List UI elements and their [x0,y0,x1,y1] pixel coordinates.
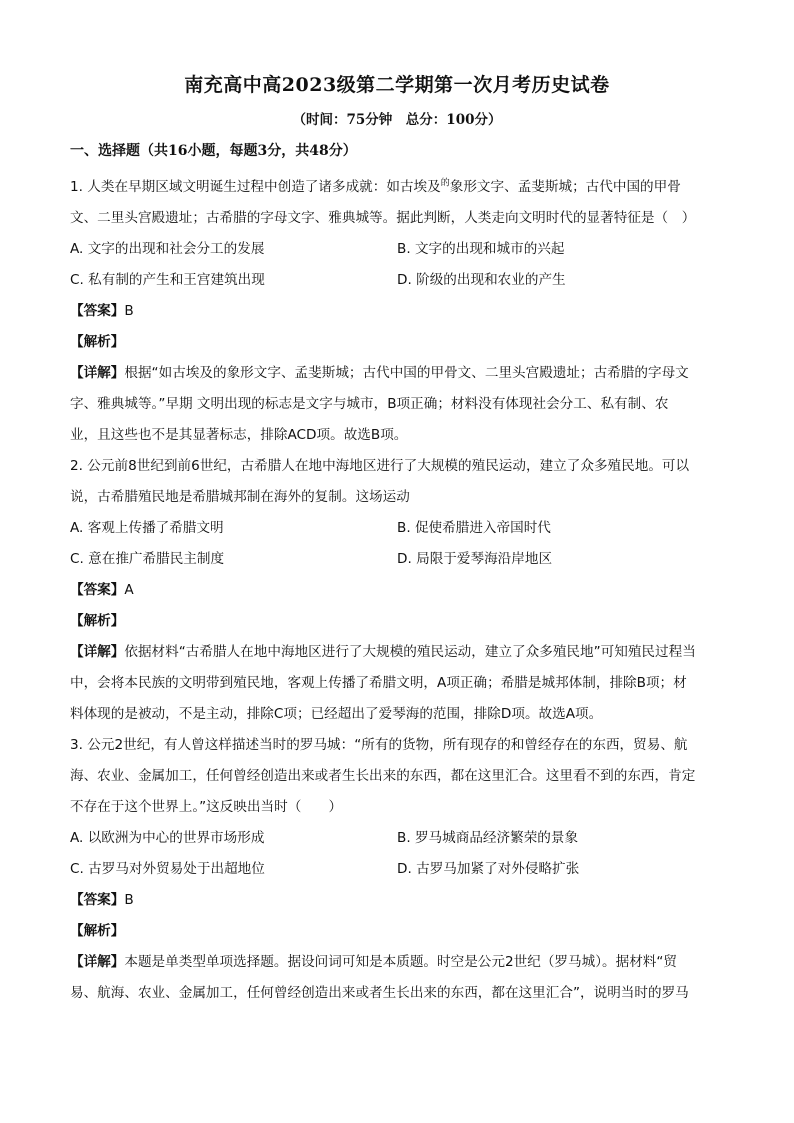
q2-detail-2: 中，会将本民族的文明带到殖民地，客观上传播了希腊文明，A项正确；希腊是城邦体制，排除B项；材 [70,675,687,691]
q3-detail-1 [70,947,726,978]
q2-option-c: C. 意在推广希腊民主制度 [70,551,225,567]
q3-analysis-label: 【解析】 [70,923,125,939]
q2-analysis-label: 【解析】 [70,613,125,629]
q1-option-b: B. 文字的出现和城市的兴起 [397,241,565,257]
q2-answer [70,575,726,606]
q3-answer-label: 【答案】 [70,892,125,908]
q1-option-c: C. 私有制的产生和王宫建筑出现 [70,272,265,288]
q3-line-1: 3. 公元2世纪，有人曾这样描述当时的罗马城：“所有的货物，所有现存的和曾经存在的东西，贸易、航 [70,737,688,753]
q3-options-row-2 [70,854,726,885]
q3-detail-label: 【详解】 [70,954,125,970]
q1-detail-3: 业，且这些也不是其显著标志，排除ACD项。故选B项。 [70,427,408,443]
q3-line-3: 不存在于这个世界上。”这反映出当时（ ） [70,799,343,815]
q1-options-row-1 [70,234,726,265]
q1-detail-1 [70,358,726,389]
q2-answer-label: 【答案】 [70,582,125,598]
q2-options-row-2 [70,544,726,575]
q3-line-2: 海、农业、金属加工，任何曾经创造出来或者生长出来的东西，都在这里汇合。这里看不到的东西，肯定 [70,768,696,784]
q1-options-row-2 [70,265,726,296]
q2-option-b: B. 促使希腊进入帝国时代 [397,520,551,536]
q2-detail-text-1: 依据材料“古希腊人在地中海地区进行了大规模的殖民运动，建立了众多殖民地”可知殖民过程当 [124,644,696,660]
q3-option-d: D. 古罗马加紧了对外侵略扩张 [397,861,580,877]
q1-sup-char: 的 [440,178,450,189]
q1-text-a: 1. 人类在早期区域文明诞生过程中创造了诸多成就：如古埃及 [70,179,441,195]
exam-info: （时间：75分钟 总分：100分） [292,112,502,128]
q1-option-d: D. 阶级的出现和农业的产生 [397,272,566,288]
q2-line-1: 2. 公元前8世纪到前6世纪，古希腊人在地中海地区进行了大规模的殖民运动，建立了众多殖民地。可以 [70,458,690,474]
q2-option-d: D. 局限于爱琴海沿岸地区 [397,551,553,567]
q2-option-a: A. 客观上传播了希腊文明 [70,520,224,536]
q3-detail-2: 易、航海、农业、金属加工，任何曾经创造出来或者生长出来的东西，都在这里汇合”，说明当时的罗马 [70,985,689,1001]
q3-option-b: B. 罗马城商品经济繁荣的景象 [397,830,579,846]
q1-answer [70,296,726,327]
section-heading: 一、选择题（共16小题，每题3分，共48分） [70,143,357,159]
q3-option-a: A. 以欧洲为中心的世界市场形成 [70,830,265,846]
q1-line-1 [70,172,726,203]
q3-answer [70,885,726,916]
q1-option-a: A. 文字的出现和社会分工的发展 [70,241,265,257]
q1-analysis-label: 【解析】 [70,334,125,350]
q1-detail-2: 字、雅典城等。”早期 文明出现的标志是文字与城市，B项正确；材料没有体现社会分工、私有制、农 [70,396,669,412]
q1-detail-text-1: 根据“如古埃及的象形文字、孟斐斯城；古代中国的甲骨文、二里头宫殿遗址；古希腊的字母文 [124,365,689,381]
q1-answer-label: 【答案】 [70,303,125,319]
q3-option-c: C. 古罗马对外贸易处于出超地位 [70,861,265,877]
q1-detail-label: 【详解】 [70,365,125,381]
q2-answer-value: A [124,582,134,598]
q2-detail-1 [70,637,726,668]
q2-options-row-1 [70,513,726,544]
q3-answer-value: B [124,892,134,908]
page-title: 南充高中高2023级第二学期第一次月考历史试卷 [184,74,610,96]
q2-detail-3: 料体现的是被动，不是主动，排除C项；已经超出了爱琴海的范围，排除D项。故选A项。 [70,706,603,722]
q1-answer-value: B [124,303,134,319]
q3-detail-text-1: 本题是单类型单项选择题。据设问词可知是本质题。时空是公元2世纪（罗马城）。据材料“贸 [124,954,678,970]
questions [70,172,726,1009]
q2-detail-label: 【详解】 [70,644,125,660]
q2-line-2: 说，古希腊殖民地是希腊城邦制在海外的复制。这场运动 [70,489,410,505]
q1-line-2: 文、二里头宫殿遗址；古希腊的字母文字、雅典城等。据此判断，人类走向文明时代的显著特征是（ ） [70,210,696,226]
q3-options-row-1 [70,823,726,854]
q1-text-b: 象形文字、孟斐斯城；古代中国的甲骨 [449,179,681,195]
